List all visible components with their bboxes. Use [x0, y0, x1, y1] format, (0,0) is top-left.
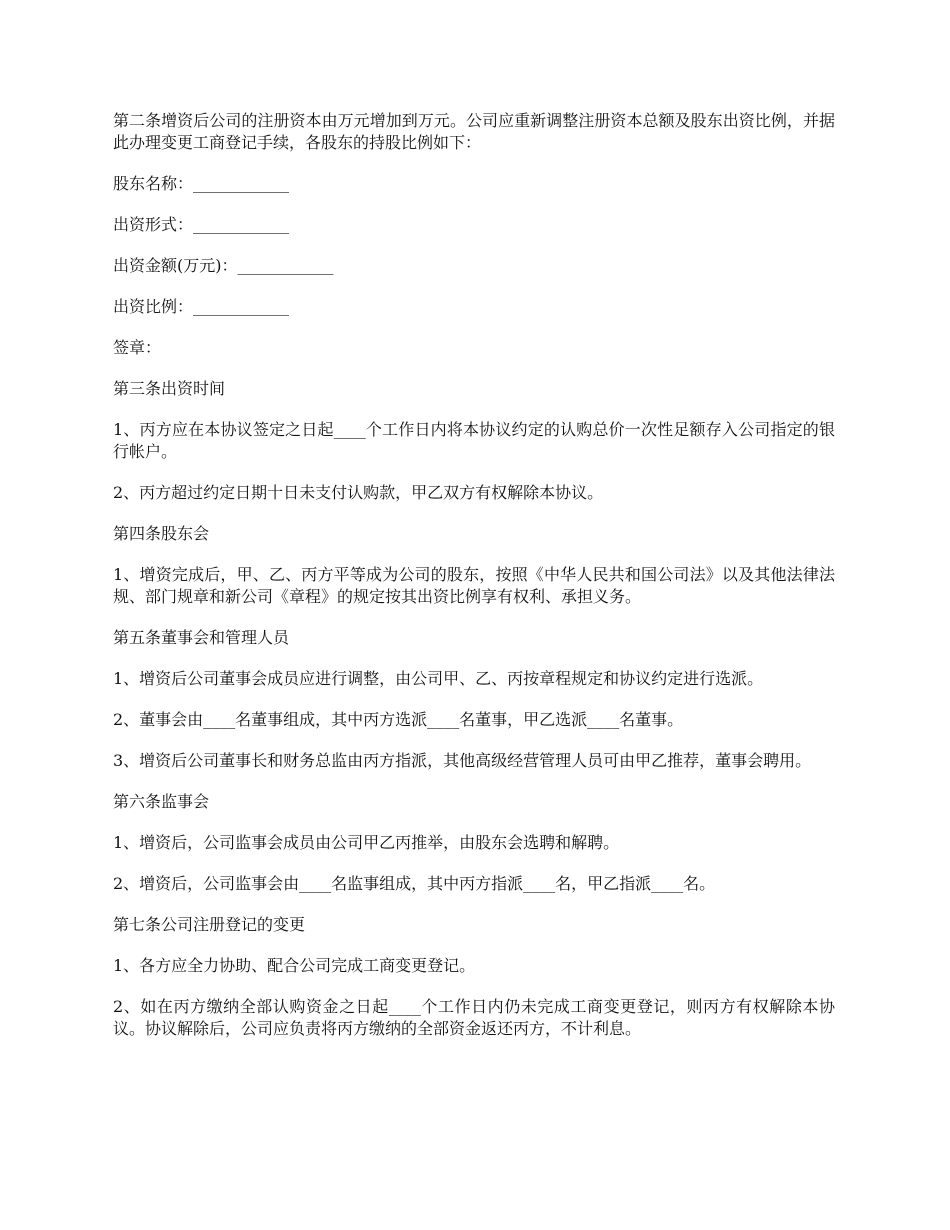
article-2-paragraph: 第二条增资后公司的注册资本由万元增加到万元。公司应重新调整注册资本总额及股东出资比例，并据此办理变更工商登记手续，各股东的持股比例如下： [113, 111, 835, 152]
article-3-clause-2: 2、丙方超过约定日期十日未支付认购款，甲乙双方有权解除本协议。 [113, 483, 604, 502]
article-4-clause-1: 1、增资完成后，甲、乙、丙方平等成为公司的股东，按照《中华人民共和国公司法》以及其他法律法规、部门规章和新公司《章程》的规定按其出资比例享有权利、承担义务。 [113, 565, 835, 606]
article-6-title: 第六条监事会 [113, 792, 210, 811]
article-5-clause-2: 2、董事会由____名董事组成，其中丙方选派____名董事，甲乙选派____名董事。 [113, 710, 684, 729]
contribution-ratio-field: 出资比例：____________ [113, 297, 290, 316]
article-5-clause-3: 3、增资后公司董事长和财务总监由丙方指派，其他高级经营管理人员可由甲乙推荐，董事会聘用。 [113, 751, 812, 770]
article-3-title: 第三条出资时间 [113, 379, 226, 398]
article-7-clause-2: 2、如在丙方缴纳全部认购资金之日起____个工作日内仍未完成工商变更登记，则丙方有权解除本协议。协议解除后，公司应负责将丙方缴纳的全部资金返还丙方，不计利息。 [113, 997, 835, 1038]
article-3-clause-1: 1、丙方应在本协议签定之日起____个工作日内将本协议约定的认购总价一次性足额存入公司指定的银行帐户。 [113, 420, 835, 461]
article-7-clause-1: 1、各方应全力协助、配合公司完成工商变更登记。 [113, 956, 476, 975]
article-6-clause-1: 1、增资后，公司监事会成员由公司甲乙丙推举，由股东会选聘和解聘。 [113, 833, 620, 852]
contribution-form-field: 出资形式：____________ [113, 215, 290, 234]
article-7-title: 第七条公司注册登记的变更 [113, 915, 306, 934]
contribution-amount-field: 出资金额(万元)：____________ [113, 256, 334, 275]
article-6-clause-2: 2、增资后，公司监事会由____名监事组成，其中丙方指派____名，甲乙指派____名。 [113, 874, 716, 893]
article-5-title: 第五条董事会和管理人员 [113, 628, 290, 647]
shareholder-name-field: 股东名称：____________ [113, 174, 290, 193]
article-5-clause-1: 1、增资后公司董事会成员应进行调整，由公司甲、乙、丙按章程规定和协议约定进行选派。 [113, 669, 764, 688]
document-page [113, 110, 835, 1059]
signature-label: 签章： [113, 338, 162, 357]
article-4-title: 第四条股东会 [113, 524, 210, 543]
